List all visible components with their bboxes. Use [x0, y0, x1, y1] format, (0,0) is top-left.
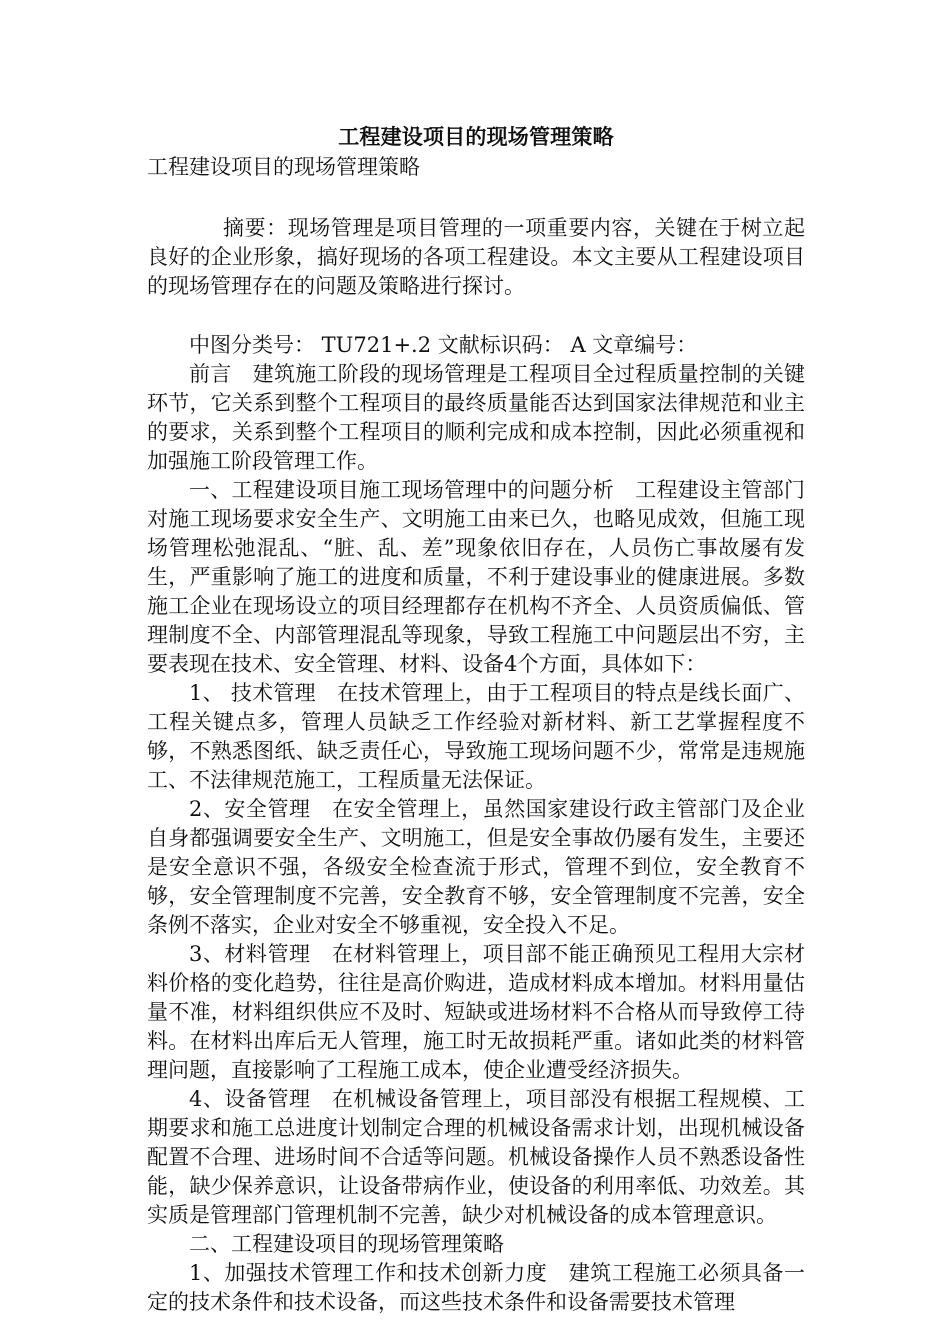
spacer	[147, 182, 805, 214]
body-paragraph-materials: 3、材料管理 在材料管理上，项目部不能正确预见工程用大宗材料价格的变化趋势，往往是高价购进，造成材料成本增加。材料用量估量不准，材料组织供应不及时、短缺或进场材料不合格从而导致停工待料。在材料出库后无人管理，施工时无故损耗严重。诸如此类的材料管理问题，直接影响了工程施工成本，使企业遭受经济损失。	[147, 942, 805, 1082]
document-subtitle: 工程建设项目的现场管理策略	[147, 155, 420, 179]
body-paragraph-safety: 2、安全管理 在安全管理上，虽然国家建设行政主管部门及企业自身都强调要安全生产、文明施工，但是安全事故仍屡有发生，主要还是安全意识不强，各级安全检查流于形式，管理不到位，安全教育不够，安全管理制度不完善，安全教育不够，安全管理制度不完善，安全条例不落实，企业对安全不够重视，安全投入不足。	[147, 797, 805, 937]
section-heading-strategies: 二、工程建设项目的现场管理策略	[189, 1232, 504, 1256]
document-body	[147, 122, 805, 1317]
body-paragraph-technical-strategy: 1、加强技术管理工作和技术创新力度 建筑工程施工必须具备一定的技术条件和技术设备，而这些技术条件和设备需要技术管理	[147, 1261, 805, 1314]
spacer	[147, 301, 805, 331]
body-paragraph-equipment: 4、设备管理 在机械设备管理上，项目部没有根据工程规模、工期要求和施工总进度计划制定合理的机械设备需求计划，出现机械设备配置不合理、进场时间不合适等问题。机械设备操作人员不熟悉设备性能，缺少保养意识，让设备带病作业，使设备的利用率低、功效差。其实质是管理部门管理机制不完善，缺少对机械设备的成本管理意识。	[147, 1087, 805, 1227]
document-title: 工程建设项目的现场管理策略	[338, 124, 614, 149]
body-paragraph-preface: 前言 建筑施工阶段的现场管理是工程项目全过程质量控制的关键环节，它关系到整个工程项目的最终质量能否达到国家法律规范和业主的要求，关系到整个工程项目的顺利完成和成本控制，因此必须重视和加强施工阶段管理工作。	[147, 362, 805, 473]
body-paragraph-problems: 一、工程建设项目施工现场管理中的问题分析 工程建设主管部门对施工现场要求安全生产、文明施工由来已久，也略见成效，但施工现场管理松弛混乱、“脏、乱、差”现象依旧存在，人员伤亡事故屡有发生，严重影响了施工的进度和质量，不利于建设事业的健康进展。多数施工企业在现场设立的项目经理都存在机构不齐全、人员资质偏低、管理制度不全、内部管理混乱等现象，导致工程施工中问题层出不穷，主要表现在技术、安全管理、材料、设备4个方面，具体如下：	[147, 478, 805, 676]
classification-line: 中图分类号： TU721+.2 文献标识码： A 文章编号：	[189, 333, 698, 357]
abstract-paragraph: 摘要：现场管理是项目管理的一项重要内容，关键在于树立起良好的企业形象，搞好现场的各项工程建设。本文主要从工程建设项目的现场管理存在的问题及策略进行探讨。	[147, 216, 805, 298]
body-paragraph-technical: 1、 技术管理 在技术管理上，由于工程项目的特点是线长面广、工程关键点多，管理人员缺乏工作经验对新材料、新工艺掌握程度不够，不熟悉图纸、缺乏责任心，导致施工现场问题不少，常常是违规施工、不法律规范施工，工程质量无法保证。	[147, 681, 805, 792]
